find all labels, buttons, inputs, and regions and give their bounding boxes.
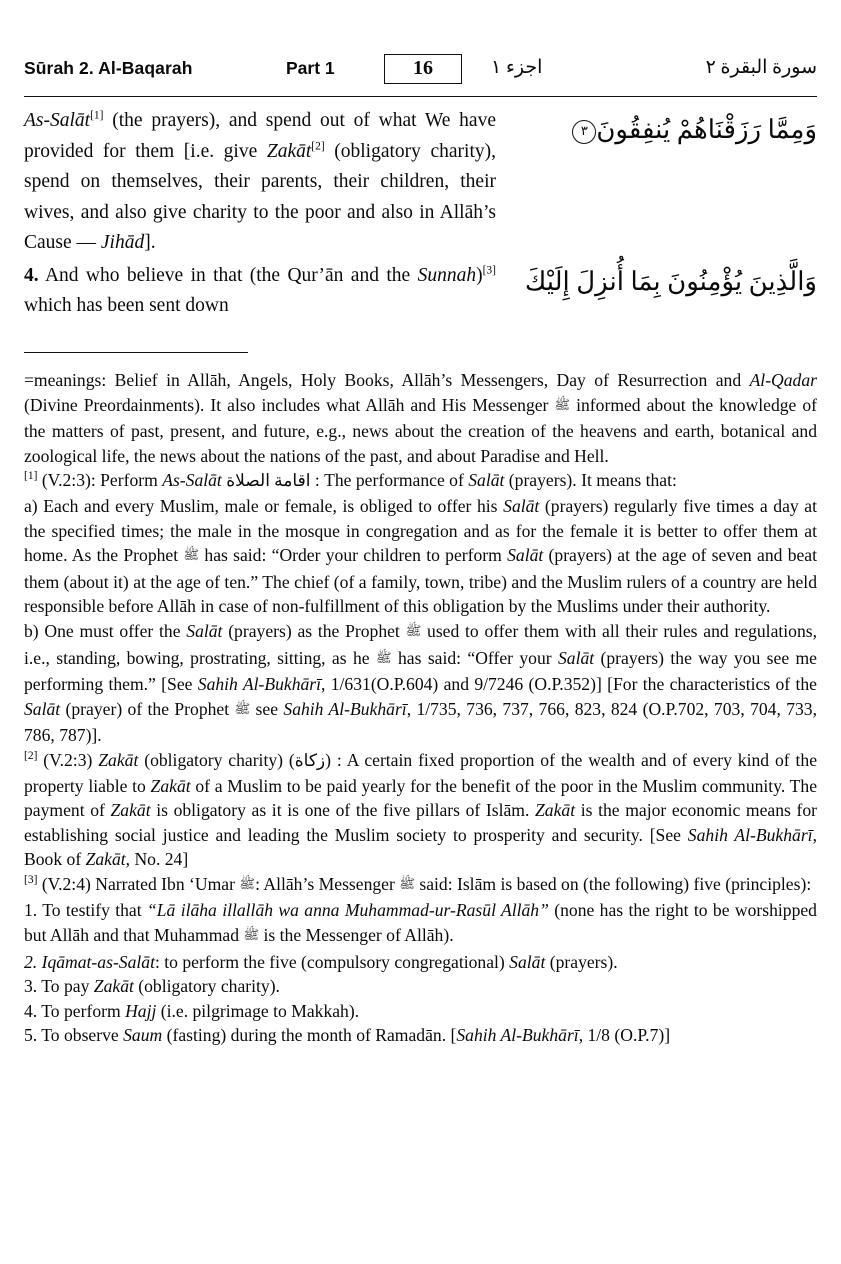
fn1a-text-c: has said: “Order your children to perform (199, 545, 508, 566)
footnotes-area (24, 368, 817, 1048)
iqamat-as-salat-term: 2. Iqāmat-as-Salāt (24, 951, 155, 972)
shahadah-text: “Lā ilāha illallāh wa anna Muhammad-ur-Rasūl Allāh” (146, 900, 549, 921)
fn1b-text-a: b) One must offer the (24, 620, 187, 641)
arabic-verse-4-text: وَالَّذِينَ يُؤْمِنُونَ بِمَا أُنزِلَ إِلَيْكَ (524, 267, 817, 296)
page-number: 16 (413, 57, 433, 79)
arabic-part-label: اجزء ١ (491, 57, 543, 78)
fn2-bukhari: Sahih Al-Bukhārī (687, 824, 813, 845)
footnote-3 (24, 872, 817, 899)
as-salat-term: As-Salāt (24, 110, 91, 131)
fn1a-salat-1: Salāt (503, 495, 540, 516)
fn3-text-c: said: Islām is based on (the following) five (principles): (414, 873, 812, 894)
fn1-text-c: (prayers). It means that: (504, 470, 677, 491)
footnote-continued (24, 368, 817, 468)
fn2-zakat-5: Zakāt (85, 849, 126, 870)
arabic-column (517, 106, 817, 302)
footnote-ref-1: [1] (90, 109, 104, 122)
footnote-ref-3: [3] (482, 264, 496, 276)
sallallahu-icon: ﷺ (405, 622, 422, 638)
fn3-p3-b: (obligatory charity). (133, 976, 280, 997)
fn1b-salat-3: Salāt (24, 698, 61, 719)
fn1b-text-c: used to offer them with all their rules and regulations, i.e., standing, bowing, prostrating, sitting, as he (24, 620, 817, 668)
fn1b-text-b: (prayers) as the Prophet (222, 620, 406, 641)
fn2-text-e: is obligatory as it is one of the five pillars of Islām. (150, 800, 536, 821)
fn3-p1-c: is the Messenger of Allāh). (259, 925, 454, 946)
footnote-1a (24, 494, 817, 619)
fn3-p5-a: 5. To observe (24, 1025, 124, 1046)
sallallahu-icon: ﷺ (234, 700, 251, 716)
fn2-text-f: is the major economic means for establishing social justice and leading the Muslim society to prosperity and security. [See (24, 800, 817, 845)
footnote-3-principle-3 (24, 974, 817, 999)
fn2-text-h: , No. 24] (125, 849, 189, 870)
fn3-p5-c: , 1/8 (O.P.7)] (578, 1025, 671, 1046)
footnote-3-principle-4 (24, 999, 817, 1024)
fn2-arabic-zakat: زكاة (294, 750, 326, 770)
fn1b-bukhari-2: Sahih Al-Bukhārī (283, 698, 407, 719)
fn1b-text-f: , 1/631(O.P.604) and 9/7246 (O.P.352)] [For the characteristics of the (321, 674, 817, 695)
footnote-1b (24, 619, 817, 748)
arabic-surah-title: سورة البقرة ٢ (705, 57, 817, 78)
sunnah-term: Sunnah (417, 264, 477, 286)
verse-3-text-b: (obligatory charity), spend on themselves, their parents, their children, their wives, and also give charity to the poor and also in Allāh’s Cause — (24, 140, 497, 253)
fn2-text-g: , Book of (24, 824, 817, 870)
fn3-text-b: : Allāh’s Messenger (255, 873, 400, 894)
footnote-continued-c: informed about the knowledge of the matters of past, present, and future, e.g., news about the creation of the heavens and earth, botanical and zoological life, the news about the nations of the past, and about Paradise and Hell. (24, 394, 817, 466)
fn1b-bukhari-1: Sahih Al-Bukhārī (197, 674, 322, 695)
hajj-term: Hajj (125, 1000, 157, 1021)
fn1b-text-i: , 1/735, 736, 737, 766, 823, 824 (O.P.702, 703, 704, 733, 786, 787)]. (24, 698, 818, 746)
verse-3-text-c: ]. (144, 232, 156, 253)
fn2-zakat-1: Zakāt (98, 749, 139, 770)
fn2-text-a: (V.2:3) (37, 749, 99, 770)
page-number-box (384, 54, 462, 84)
al-qadar-term: Al-Qadar (749, 370, 817, 390)
fn1b-text-h: see (250, 698, 284, 719)
footnote-continued-a: =meanings: Belief in Allāh, Angels, Holy Books, Allāh’s Messengers, Day of Resurrection and (24, 370, 750, 390)
footnote-3-marker: [3] (24, 874, 38, 887)
fn1a-salat-2: Salāt (507, 545, 544, 566)
fn2-zakat-4: Zakāt (535, 800, 576, 821)
fn1b-salat-1: Salāt (186, 620, 223, 641)
verse-4-text-a: And who believe in that (the Qur’ān and the (38, 264, 418, 286)
fn2-text-c: ) : A certain fixed proportion of the wealth and of every kind of the property liable to (24, 749, 818, 796)
fn3-p4-b: (i.e. pilgrimage to Makkah). (156, 1000, 360, 1021)
fn1a-text-b: (prayers) regularly five times a day at the specified times; the male in the mosque in congregation and as for the female it is better to offer them at home. As the Prophet (24, 495, 817, 566)
fn3-p2-a: : to perform the five (compulsory congregational) (154, 951, 510, 972)
footnote-2-marker: [2] (24, 750, 38, 763)
arabic-verse-3-line (517, 110, 817, 150)
arabic-verse-3-text: وَمِمَّا رَزَقْنَاهُمْ يُنفِقُونَ (596, 115, 817, 144)
sallallahu-icon: ﷺ (375, 649, 392, 665)
verse-3-continuation (24, 106, 496, 259)
ayah-number-3: ٣ (572, 120, 596, 144)
verse-3-text-a: (the prayers), and spend out of what We have provided for them [i.e. give (24, 110, 496, 162)
fn3-text-a: (V.2:4) Narrated Ibn ‘Umar (37, 873, 240, 894)
sallallahu-icon: ﷺ (243, 927, 260, 943)
header-divider (24, 96, 817, 97)
footnote-3-principle-2 (24, 950, 817, 975)
fn3-p4-a: 4. To perform (24, 1000, 126, 1021)
verse-4-text-b: which has been sent down (24, 295, 229, 316)
zakat-term: Zakāt (266, 140, 312, 162)
jihad-term: Jihād (100, 232, 145, 253)
page-header (24, 54, 817, 96)
fn1b-text-d: has said: “Offer your (391, 647, 558, 668)
part-label: Part 1 (286, 58, 335, 78)
verse-4-close-paren: ) (476, 264, 483, 286)
fn3-p3-zakat: Zakāt (93, 976, 134, 997)
fn1-text-b: : The performance of (310, 470, 469, 491)
fn1-arabic-iqamat: اقامة الصلاة (226, 471, 311, 491)
footnote-3-principle-1 (24, 898, 817, 949)
sallallahu-icon: ﷺ (554, 396, 571, 412)
fn1b-text-e: (prayers) the way you see me performing them.” [See (24, 647, 817, 695)
radiyallahu-icon: ﷺ (239, 875, 256, 891)
fn3-p2-salat: Salāt (509, 951, 546, 972)
fn3-p1-a: 1. To testify that (24, 900, 147, 921)
translation-column (24, 106, 496, 322)
footnote-2 (24, 748, 817, 872)
fn3-p2-b: (prayers). (545, 951, 618, 972)
fn1a-text-d: (prayers) at the age of seven and beat them (about it) at the age of ten.” The chief (of a family, town, tribe) and the Muslim rulers of a country are held responsible before Allāh in case of non-fulfillment of this obligation by the Muslims under their authority. (24, 545, 817, 617)
saum-term: Saum (123, 1025, 163, 1046)
fn2-text-b: (obligatory charity) ( (138, 749, 295, 770)
fn1a-text-a: a) Each and every Muslim, male or female, is obliged to offer his (24, 495, 504, 516)
footnote-ref-2: [2] (311, 140, 325, 152)
fn1-salat: Salāt (468, 470, 505, 491)
surah-title: Sūrah 2. Al-Baqarah (24, 58, 193, 78)
verse-4 (24, 261, 496, 322)
verse-4-number: 4. (24, 264, 39, 286)
footnote-3-principle-5 (24, 1023, 817, 1048)
fn2-zakat-2: Zakāt (150, 775, 191, 796)
fn1-as-salat: As-Salāt (162, 470, 222, 491)
footnote-1-marker: [1] (24, 470, 38, 483)
footnote-divider (24, 352, 248, 353)
fn1b-text-g: (prayer) of the Prophet (60, 698, 235, 719)
fn1-text-a: (V.2:3): Perform (37, 470, 163, 491)
footnote-1 (24, 468, 817, 494)
arabic-verse-4-line (517, 262, 817, 302)
fn1b-salat-2: Salāt (557, 647, 595, 668)
fn3-p3-a: 3. To pay (24, 976, 94, 997)
footnote-continued-b: (Divine Preordainments). It also includes what Allāh and His Messenger (24, 394, 555, 415)
fn3-p5-b: (fasting) during the month of Ramadān. [ (162, 1025, 457, 1046)
fn2-text-d: of a Muslim to be paid yearly for the benefit of the poor in the Muslim community. The payment of (24, 775, 818, 821)
sallallahu-icon: ﷺ (183, 547, 200, 563)
fn2-zakat-3: Zakāt (110, 800, 151, 821)
sallallahu-icon: ﷺ (399, 875, 415, 891)
fn3-p1-b: (none has the right to be worshipped but Allāh and that Muhammad (24, 900, 817, 946)
fn3-bukhari: Sahih Al-Bukhārī (456, 1025, 579, 1046)
